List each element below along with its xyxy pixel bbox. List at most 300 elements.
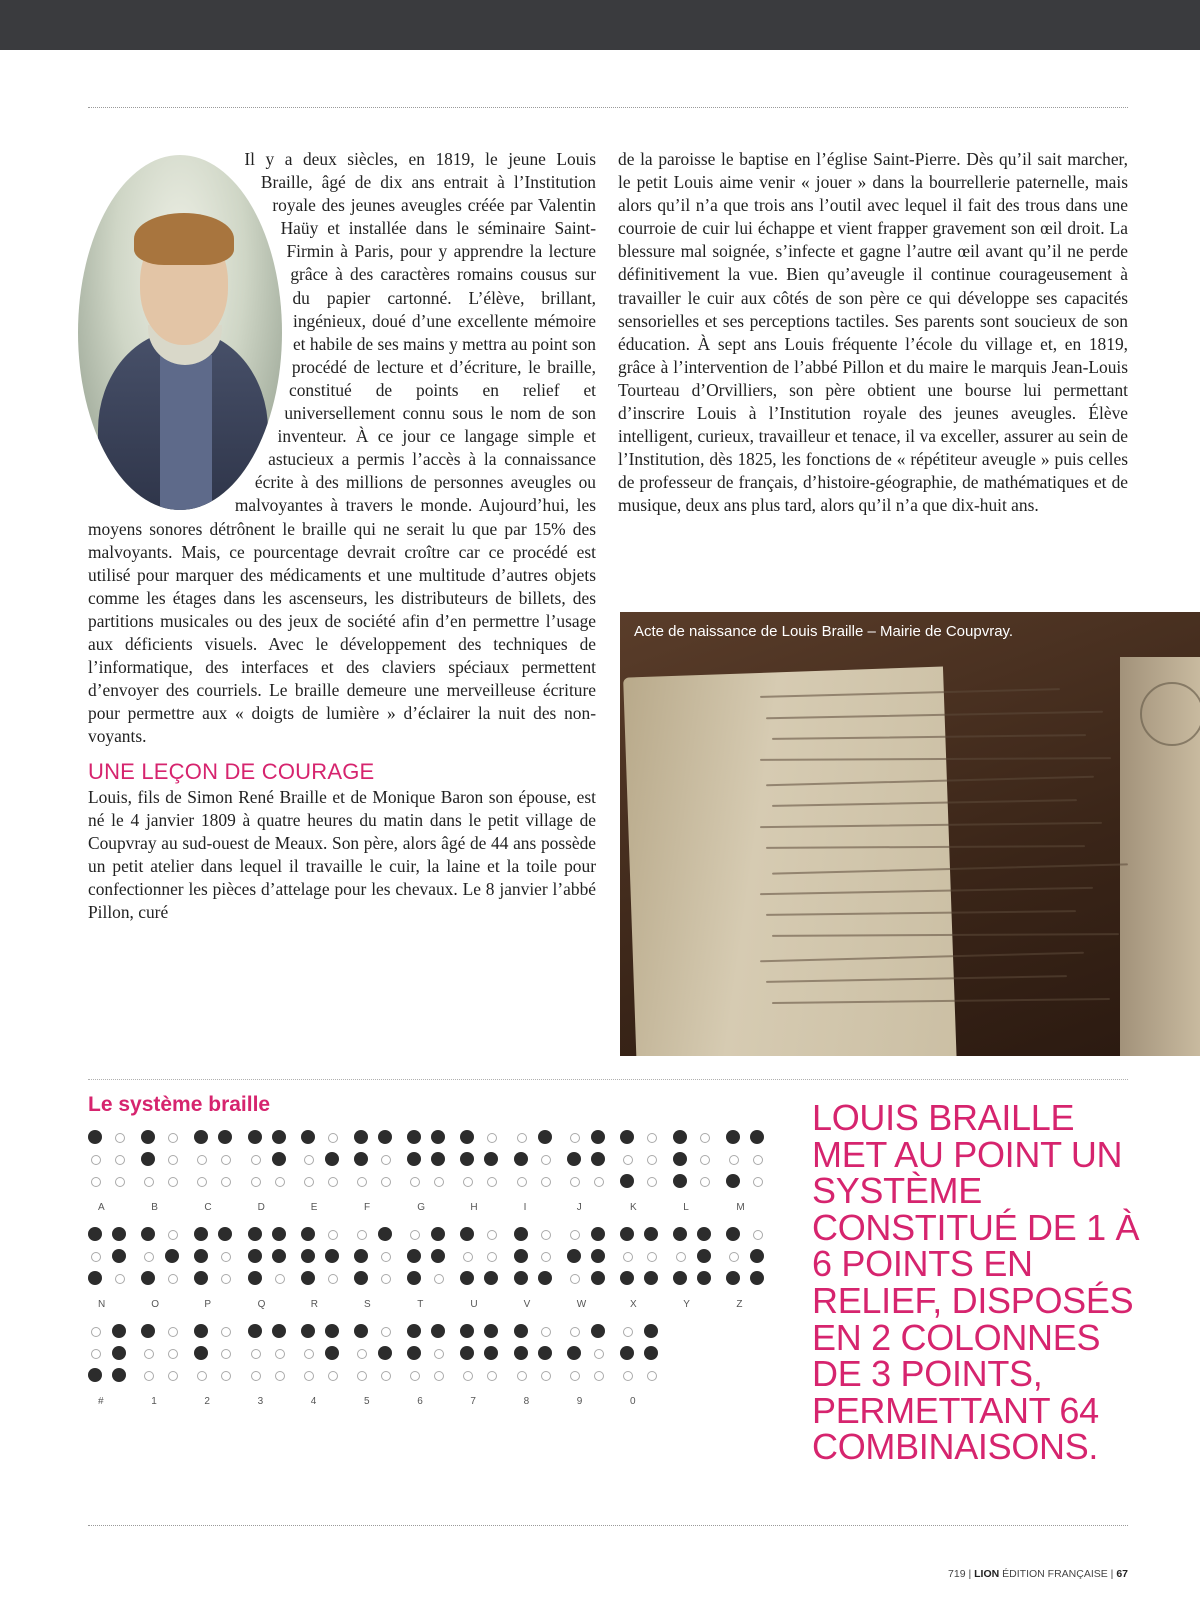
flat-dot [729, 1155, 739, 1165]
braille-cell [141, 1130, 185, 1214]
raised-dot [272, 1152, 286, 1166]
raised-dot [673, 1227, 687, 1241]
flat-dot [168, 1349, 178, 1359]
flat-dot [410, 1230, 420, 1240]
flat-dot [168, 1371, 178, 1381]
raised-dot [431, 1324, 445, 1338]
raised-dot [325, 1249, 339, 1263]
flat-dot [434, 1177, 444, 1187]
flat-dot [357, 1371, 367, 1381]
braille-cell-label: X [630, 1299, 637, 1310]
flat-dot [700, 1155, 710, 1165]
flat-dot [463, 1371, 473, 1381]
flat-dot [381, 1371, 391, 1381]
flat-dot [91, 1327, 101, 1337]
register-stamp [1140, 682, 1200, 746]
flat-dot [251, 1155, 261, 1165]
braille-cell [248, 1130, 292, 1214]
article-left-column [88, 148, 596, 924]
flat-dot [251, 1371, 261, 1381]
flat-dot [328, 1371, 338, 1381]
braille-title: Le système braille [88, 1093, 271, 1116]
braille-cell-label: 1 [151, 1396, 157, 1407]
raised-dot [460, 1346, 474, 1360]
raised-dot [88, 1271, 102, 1285]
raised-dot [272, 1130, 286, 1144]
flat-dot [463, 1177, 473, 1187]
raised-dot [407, 1130, 421, 1144]
flat-dot [517, 1371, 527, 1381]
raised-dot [620, 1271, 634, 1285]
flat-dot [197, 1177, 207, 1187]
braille-cell [194, 1324, 238, 1408]
flat-dot [144, 1177, 154, 1187]
raised-dot [354, 1271, 368, 1285]
flat-dot [144, 1252, 154, 1262]
flat-dot [700, 1133, 710, 1143]
flat-dot [168, 1327, 178, 1337]
braille-cell [248, 1324, 292, 1408]
raised-dot [697, 1249, 711, 1263]
braille-cell [460, 1130, 504, 1214]
braille-cell-label: L [683, 1202, 689, 1213]
flat-dot [91, 1349, 101, 1359]
raised-dot [407, 1152, 421, 1166]
braille-cell-label: P [204, 1299, 212, 1310]
photo-caption: Acte de naissance de Louis Braille – Mairie de Coupvray. [634, 623, 1014, 640]
flat-dot [487, 1230, 497, 1240]
braille-cell [726, 1130, 770, 1214]
raised-dot [141, 1324, 155, 1338]
raised-dot [248, 1227, 262, 1241]
braille-cell [88, 1324, 132, 1408]
raised-dot [88, 1368, 102, 1382]
braille-cell-label: O [151, 1299, 159, 1310]
braille-cell [354, 1130, 398, 1214]
flat-dot [328, 1274, 338, 1284]
flat-dot [541, 1155, 551, 1165]
raised-dot [272, 1227, 286, 1241]
raised-dot [567, 1346, 581, 1360]
raised-dot [88, 1130, 102, 1144]
braille-cell [301, 1227, 345, 1311]
raised-dot [620, 1130, 634, 1144]
raised-dot [354, 1249, 368, 1263]
raised-dot [726, 1271, 740, 1285]
braille-cell [407, 1324, 451, 1408]
braille-cell [141, 1324, 185, 1408]
flat-dot [570, 1274, 580, 1284]
raised-dot [301, 1130, 315, 1144]
braille-cell-label: Z [736, 1299, 743, 1310]
raised-dot [538, 1346, 552, 1360]
braille-cell-label: 3 [257, 1396, 264, 1407]
flat-dot [570, 1133, 580, 1143]
raised-dot [460, 1227, 474, 1241]
raised-dot [218, 1227, 232, 1241]
raised-dot [301, 1324, 315, 1338]
braille-cell-label: C [204, 1202, 212, 1213]
flat-dot [381, 1155, 391, 1165]
raised-dot [378, 1227, 392, 1241]
raised-dot [484, 1324, 498, 1338]
flat-dot [168, 1177, 178, 1187]
flat-dot [594, 1349, 604, 1359]
flat-dot [328, 1230, 338, 1240]
braille-cell-label: A [98, 1202, 105, 1213]
raised-dot [272, 1249, 286, 1263]
braille-cell-label: F [364, 1202, 371, 1213]
flat-dot [328, 1177, 338, 1187]
flat-dot [251, 1349, 261, 1359]
flat-dot [487, 1371, 497, 1381]
flat-dot [570, 1327, 580, 1337]
raised-dot [248, 1271, 262, 1285]
flat-dot [357, 1177, 367, 1187]
raised-dot [644, 1227, 658, 1241]
braille-cell-label: T [417, 1299, 424, 1310]
flat-dot [197, 1155, 207, 1165]
flat-dot [517, 1133, 527, 1143]
raised-dot [591, 1324, 605, 1338]
raised-dot [325, 1152, 339, 1166]
section-heading: UNE LEÇON DE COURAGE [88, 759, 375, 785]
raised-dot [354, 1324, 368, 1338]
flat-dot [275, 1349, 285, 1359]
raised-dot [591, 1271, 605, 1285]
braille-cell [620, 1227, 664, 1311]
flat-dot [381, 1327, 391, 1337]
portrait-wrap-space [88, 148, 298, 520]
flat-dot [729, 1252, 739, 1262]
braille-cell-label: Y [683, 1299, 690, 1310]
flat-dot [487, 1133, 497, 1143]
raised-dot [538, 1130, 552, 1144]
flat-dot [221, 1327, 231, 1337]
flat-dot [647, 1371, 657, 1381]
folio-page-number: 67 [1116, 1568, 1128, 1580]
raised-dot [620, 1174, 634, 1188]
braille-cell-label: E [310, 1202, 318, 1213]
flat-dot [275, 1177, 285, 1187]
raised-dot [673, 1174, 687, 1188]
braille-cell [194, 1227, 238, 1311]
article-right-column: de la paroisse le baptise en l’église Saint-Pierre. Dès qu’il sait marcher, le petit Louis aime venir « jouer » dans la bourrellerie paternelle, mais alors qu’il n’a que trois ans l’outil avec lequel il fait des trous dans une courroie de cuir lui échappe et vient frapper gravement son œil droit. La blessure mal soignée, s’infecte et gagne l’autre œil avant qu’il ne perde définitivement la vue. Bien qu’aveugle il continue courageusement à travailler le cuir aux côtés de son père ce qui développe ses capacités sensorielles et ses perceptions tactiles. Ses parents sont soucieux de son éducation. À sept ans Louis fréquente l’école du village et, en 1819, grâce à l’intervention de l’abbé Pillon et du maire le marquis Jean-Louis Tourteau d’Orvilliers, son père obtient une bourse lui permettant d’inscrire Louis à l’Institution royale des jeunes aveugles. Élève intelligent, curieux, travailleur et tenace, il va exceller, assurer au sein de l’Institution, dès 1825, les fonctions de « répétiteur aveugle » puis celles de professeur de français, d’histoire-géographie, de mathématiques et de musique, deux ans plus tard, alors qu’il n’a que dix-huit ans. [618, 149, 1128, 516]
raised-dot [194, 1249, 208, 1263]
raised-dot [460, 1271, 474, 1285]
flat-dot [115, 1133, 125, 1143]
flat-dot [221, 1252, 231, 1262]
raised-dot [697, 1227, 711, 1241]
flat-dot [541, 1230, 551, 1240]
flat-dot [221, 1274, 231, 1284]
raised-dot [431, 1152, 445, 1166]
raised-dot [378, 1130, 392, 1144]
raised-dot [673, 1271, 687, 1285]
pull-quote: LOUIS BRAILLE MET AU POINT UN SYSTÈME CONSTITUÉ DE 1 À 6 POINTS EN RELIEF, DISPOSÉS EN 2 COLONNES DE 3 POINTS, PERMETTANT 64 COMBINAISONS. [812, 1097, 1140, 1468]
braille-cell [460, 1227, 504, 1311]
register-left-page [623, 667, 957, 1056]
braille-cell-label: G [417, 1202, 425, 1213]
raised-dot [750, 1249, 764, 1263]
flat-dot [115, 1155, 125, 1165]
braille-cell [248, 1227, 292, 1311]
braille-cell-label: 8 [523, 1396, 530, 1407]
braille-cell-label: # [98, 1396, 104, 1407]
braille-cell-label: 6 [417, 1396, 423, 1407]
raised-dot [644, 1324, 658, 1338]
raised-dot [591, 1249, 605, 1263]
braille-cell-label: I [523, 1202, 527, 1213]
flat-dot [168, 1133, 178, 1143]
flat-dot [304, 1155, 314, 1165]
braille-cell [301, 1130, 345, 1214]
braille-cell [620, 1324, 664, 1408]
raised-dot [514, 1152, 528, 1166]
raised-dot [514, 1249, 528, 1263]
flat-dot [700, 1177, 710, 1187]
flat-dot [304, 1349, 314, 1359]
flat-dot [144, 1371, 154, 1381]
flat-dot [221, 1177, 231, 1187]
section-body: Louis, fils de Simon René Braille et de Monique Baron son épouse, est né le 4 janvier 1809 à quatre heures du matin dans le petit village de Coupvray au sud-ouest de Meaux. Son père, alors âgé de 44 ans possède un petit atelier dans lequel il travaille le cuir, la laine et la toile pour confectionner les pièces d’attelage pour les chevaux. Le 8 janvier l’abbé Pillon, curé [88, 786, 596, 922]
braille-cell [514, 1130, 558, 1214]
raised-dot [248, 1249, 262, 1263]
flat-dot [197, 1371, 207, 1381]
raised-dot [673, 1130, 687, 1144]
flat-dot [221, 1155, 231, 1165]
raised-dot [378, 1346, 392, 1360]
braille-cell [567, 1227, 611, 1311]
raised-dot [141, 1227, 155, 1241]
raised-dot [194, 1271, 208, 1285]
braille-cell-label: D [257, 1202, 265, 1213]
raised-dot [591, 1227, 605, 1241]
braille-cell-label: 5 [364, 1396, 370, 1407]
braille-cell-label: N [98, 1299, 106, 1310]
flat-dot [381, 1177, 391, 1187]
raised-dot [112, 1368, 126, 1382]
raised-dot [538, 1271, 552, 1285]
flat-dot [647, 1155, 657, 1165]
braille-cell [407, 1130, 451, 1214]
article-intro: Il y a deux siècles, en 1819, le jeune Louis Braille, âgé de dix ans entrait à l’Institution royale des jeunes aveugles créée par Valentin Haüy et installée dans le séminaire Saint-Firmin à Paris, pour y apprendre la lecture grâce à des caractères romains cousus sur du papier cartonné. L’élève, brillant, ingénieux, doué d’une excellente mémoire et habile de ses mains y mettra au point son procédé de lecture et d’écriture, le braille, constitué de points en relief et universellement connu sous le nom de son inventeur. À ce jour ce langage simple et astucieux a permis l’accès à la connaissance écrite à des millions de personnes aveugles ou malvoyantes à travers le monde. Aujourd’hui, les moyens sonores détrônent le braille qui ne serait lu que par 15% des malvoyants. Mais, ce pourcentage devrait croître car ce procédé est utilisé pour marquer des médicaments et une multitude d’autres objets comme les étages dans les ascenseurs, les distributeurs de billets, des partitions musicales ou des jeux de société afin d’en permettre l’usage aux déficients visuels. Avec le développement des techniques de l’informatique, des interfaces et des claviers spéciaux permettent d’envoyer des courriels. Le braille demeure une merveilleuse écriture pour permettre aux « doigts de lumière » d’éclairer la nuit des non-voyants. [88, 149, 596, 747]
braille-cell-label: 9 [576, 1396, 583, 1407]
raised-dot [165, 1249, 179, 1263]
raised-dot [567, 1152, 581, 1166]
braille-cell-label: H [470, 1202, 478, 1213]
flat-dot [647, 1177, 657, 1187]
birth-certificate-photo [620, 612, 1200, 1056]
raised-dot [218, 1130, 232, 1144]
raised-dot [567, 1249, 581, 1263]
top-bar [0, 0, 1200, 50]
raised-dot [514, 1324, 528, 1338]
flat-dot [753, 1155, 763, 1165]
raised-dot [697, 1271, 711, 1285]
flat-dot [168, 1230, 178, 1240]
braille-cell [514, 1324, 558, 1408]
raised-dot [194, 1130, 208, 1144]
folio-brand: LION [974, 1568, 1000, 1580]
flat-dot [623, 1327, 633, 1337]
folio-edition: ÉDITION FRANÇAISE | [999, 1568, 1117, 1580]
raised-dot [112, 1324, 126, 1338]
raised-dot [194, 1324, 208, 1338]
raised-dot [141, 1130, 155, 1144]
flat-dot [168, 1274, 178, 1284]
braille-cell [673, 1227, 717, 1311]
raised-dot [88, 1227, 102, 1241]
braille-cell [673, 1130, 717, 1214]
flat-dot [541, 1371, 551, 1381]
braille-cell-label: 4 [310, 1396, 317, 1407]
flat-dot [221, 1371, 231, 1381]
raised-dot [484, 1346, 498, 1360]
flat-dot [487, 1177, 497, 1187]
raised-dot [301, 1271, 315, 1285]
flat-dot [676, 1252, 686, 1262]
raised-dot [354, 1152, 368, 1166]
raised-dot [325, 1346, 339, 1360]
folio [948, 1568, 1128, 1580]
flat-dot [357, 1230, 367, 1240]
braille-cell [354, 1227, 398, 1311]
raised-dot [750, 1271, 764, 1285]
top-divider [88, 107, 1128, 108]
flat-dot [463, 1252, 473, 1262]
raised-dot [484, 1271, 498, 1285]
raised-dot [301, 1249, 315, 1263]
braille-cell [88, 1130, 132, 1214]
flat-dot [541, 1177, 551, 1187]
flat-dot [381, 1274, 391, 1284]
raised-dot [194, 1227, 208, 1241]
middle-divider [88, 1079, 1128, 1080]
raised-dot [141, 1271, 155, 1285]
flat-dot [304, 1177, 314, 1187]
raised-dot [460, 1130, 474, 1144]
raised-dot [484, 1152, 498, 1166]
raised-dot [112, 1249, 126, 1263]
raised-dot [750, 1130, 764, 1144]
braille-cell-label: B [151, 1202, 158, 1213]
braille-cell-label: M [736, 1202, 745, 1213]
flat-dot [410, 1371, 420, 1381]
braille-cell [88, 1227, 132, 1311]
flat-dot [357, 1349, 367, 1359]
flat-dot [623, 1371, 633, 1381]
raised-dot [325, 1324, 339, 1338]
braille-cell-label: R [310, 1299, 319, 1310]
flat-dot [647, 1133, 657, 1143]
braille-cell-label: Q [257, 1299, 266, 1310]
raised-dot [620, 1227, 634, 1241]
braille-cell-label: V [523, 1299, 531, 1310]
flat-dot [753, 1177, 763, 1187]
raised-dot [354, 1130, 368, 1144]
raised-dot [644, 1271, 658, 1285]
flat-dot [647, 1252, 657, 1262]
raised-dot [726, 1174, 740, 1188]
flat-dot [328, 1133, 338, 1143]
braille-cell [567, 1324, 611, 1408]
raised-dot [644, 1346, 658, 1360]
flat-dot [594, 1371, 604, 1381]
flat-dot [275, 1371, 285, 1381]
flat-dot [623, 1155, 633, 1165]
raised-dot [431, 1249, 445, 1263]
braille-cell [141, 1227, 185, 1311]
braille-cell [726, 1227, 770, 1311]
raised-dot [460, 1152, 474, 1166]
raised-dot [726, 1130, 740, 1144]
flat-dot [91, 1177, 101, 1187]
flat-dot [434, 1274, 444, 1284]
flat-dot [251, 1177, 261, 1187]
raised-dot [407, 1346, 421, 1360]
braille-cell-label: J [576, 1202, 582, 1213]
raised-dot [141, 1152, 155, 1166]
braille-cell [514, 1227, 558, 1311]
raised-dot [112, 1346, 126, 1360]
flat-dot [91, 1155, 101, 1165]
folio-issue: 719 | [948, 1568, 975, 1580]
flat-dot [434, 1371, 444, 1381]
raised-dot [431, 1130, 445, 1144]
raised-dot [431, 1227, 445, 1241]
flat-dot [541, 1252, 551, 1262]
raised-dot [514, 1346, 528, 1360]
flat-dot [570, 1230, 580, 1240]
flat-dot [753, 1230, 763, 1240]
flat-dot [410, 1177, 420, 1187]
braille-cell-label: 2 [204, 1396, 210, 1407]
flat-dot [168, 1155, 178, 1165]
braille-cell-label: W [576, 1299, 587, 1310]
flat-dot [221, 1349, 231, 1359]
braille-cell [407, 1227, 451, 1311]
braille-cell-label: S [364, 1299, 371, 1310]
flat-dot [570, 1177, 580, 1187]
raised-dot [726, 1227, 740, 1241]
flat-dot [304, 1371, 314, 1381]
flat-dot [623, 1252, 633, 1262]
flat-dot [434, 1349, 444, 1359]
braille-cell [354, 1324, 398, 1408]
raised-dot [272, 1324, 286, 1338]
flat-dot [91, 1252, 101, 1262]
braille-cell [620, 1130, 664, 1214]
flat-dot [570, 1371, 580, 1381]
raised-dot [248, 1324, 262, 1338]
flat-dot [144, 1349, 154, 1359]
raised-dot [514, 1227, 528, 1241]
raised-dot [112, 1227, 126, 1241]
flat-dot [517, 1177, 527, 1187]
bottom-divider [88, 1525, 1128, 1526]
braille-cell-label: 7 [470, 1396, 476, 1407]
flat-dot [381, 1252, 391, 1262]
raised-dot [591, 1130, 605, 1144]
raised-dot [194, 1346, 208, 1360]
raised-dot [407, 1271, 421, 1285]
flat-dot [594, 1177, 604, 1187]
braille-cell [194, 1130, 238, 1214]
braille-cell-label: U [470, 1299, 478, 1310]
raised-dot [514, 1271, 528, 1285]
raised-dot [248, 1130, 262, 1144]
